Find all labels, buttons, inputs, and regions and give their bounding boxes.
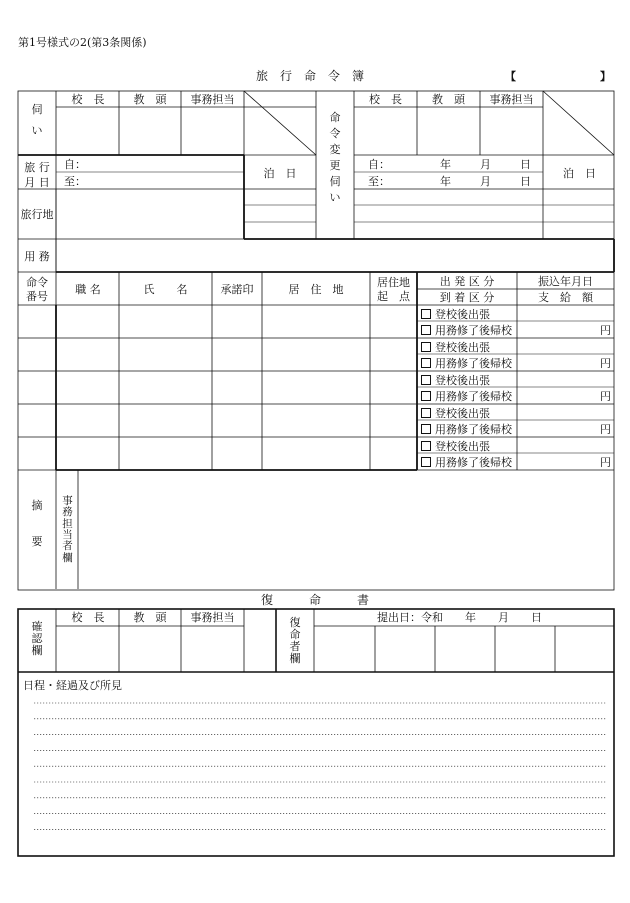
col-residence: 居 住 地 xyxy=(288,283,344,296)
nights-label: 泊 日 xyxy=(263,167,297,180)
checkbox-depart[interactable] xyxy=(421,375,431,385)
submission-date: 提出日：令和 年 月 日 xyxy=(377,611,542,624)
report-title: 復 命 書 xyxy=(260,593,369,607)
checkbox-depart[interactable] xyxy=(421,342,431,352)
checkbox-return[interactable] xyxy=(421,325,431,335)
change-request-label: 命 令 変 更 伺 い xyxy=(329,111,341,204)
checkbox-return[interactable] xyxy=(421,457,431,467)
change-to-year: 年 xyxy=(440,175,451,188)
grid-line xyxy=(543,91,614,155)
form-number: 第1号様式の2(第3条関係) xyxy=(18,36,147,49)
ukagai-label: 伺 い xyxy=(31,103,43,137)
change-role-vice-principal: 教 頭 xyxy=(432,93,465,106)
option-return[interactable] xyxy=(421,457,512,468)
option-return[interactable] xyxy=(421,391,512,402)
checkbox-return[interactable] xyxy=(421,391,431,401)
option-return-label: 用務修了後帰校 xyxy=(435,324,512,337)
change-role-principal: 校 長 xyxy=(369,93,402,106)
remarks-label: 日程・経過及び所見 xyxy=(23,679,122,692)
yen-unit: 円 xyxy=(600,357,611,370)
checkbox-return[interactable] xyxy=(421,358,431,368)
yen-unit: 円 xyxy=(600,456,611,469)
report-role-vice-principal: 教 頭 xyxy=(133,611,167,624)
col-consent: 承諾印 xyxy=(220,283,254,296)
checkbox-depart[interactable] xyxy=(421,441,431,451)
checkbox-depart[interactable] xyxy=(421,309,431,319)
col-order-number: 命令 番号 xyxy=(26,276,48,303)
staff-column-label: 事 務 担 当 者 欄 xyxy=(62,495,73,564)
option-depart-label: 登校後出張 xyxy=(435,407,490,420)
option-depart-label: 登校後出張 xyxy=(435,440,490,453)
change-from: 自： xyxy=(368,158,390,171)
role-vice-principal: 教 頭 xyxy=(133,93,167,106)
travel-date-label: 旅 行 月 日 xyxy=(24,161,50,190)
option-depart-label: 登校後出張 xyxy=(435,374,490,387)
document-title: 旅 行 命 令 簿 xyxy=(255,69,364,83)
change-from-day: 日 xyxy=(520,158,531,171)
col-transfer-date: 振込年月日 xyxy=(538,275,593,288)
option-return-label: 用務修了後帰校 xyxy=(435,423,512,436)
change-nights-label: 泊 日 xyxy=(563,167,596,180)
report-role-clerk: 事務担当 xyxy=(190,611,235,624)
option-depart[interactable] xyxy=(421,309,490,320)
col-name: 氏 名 xyxy=(143,283,188,296)
yen-unit: 円 xyxy=(600,390,611,403)
report-role-principal: 校 長 xyxy=(71,611,105,624)
change-to-month: 月 xyxy=(480,175,491,188)
yen-unit: 円 xyxy=(600,423,611,436)
option-depart[interactable] xyxy=(421,408,490,419)
change-to: 至： xyxy=(368,175,390,188)
bracket-right: 】 xyxy=(600,70,611,83)
change-to-day: 日 xyxy=(520,175,531,188)
option-depart[interactable] xyxy=(421,375,490,386)
change-from-year: 年 xyxy=(440,158,451,171)
grid-box xyxy=(18,609,614,856)
option-return-label: 用務修了後帰校 xyxy=(435,456,512,469)
option-depart-label: 登校後出張 xyxy=(435,341,490,354)
bracket-left: 【 xyxy=(505,70,516,83)
checkbox-depart[interactable] xyxy=(421,408,431,418)
travel-to: 至： xyxy=(64,175,86,188)
notes-label: 摘 要 xyxy=(31,499,43,549)
travel-from: 自： xyxy=(64,158,86,171)
destination-label: 旅行地 xyxy=(20,208,54,221)
role-principal: 校 長 xyxy=(71,93,105,106)
col-amount: 支 給 額 xyxy=(538,291,593,304)
col-position: 職 名 xyxy=(75,283,101,296)
option-return[interactable] xyxy=(421,358,512,369)
confirm-label: 確 認 欄 xyxy=(31,620,43,658)
option-return-label: 用務修了後帰校 xyxy=(435,357,512,370)
change-from-month: 月 xyxy=(480,158,491,171)
grid-line xyxy=(244,91,316,155)
option-return[interactable] xyxy=(421,325,512,336)
yen-unit: 円 xyxy=(600,324,611,337)
role-clerk: 事務担当 xyxy=(190,93,235,106)
purpose-label: 用 務 xyxy=(24,250,50,263)
option-depart[interactable] xyxy=(421,342,490,353)
col-arrival: 到 着 区 分 xyxy=(439,291,495,304)
reporter-label: 復 命 者 欄 xyxy=(289,616,301,665)
option-return[interactable] xyxy=(421,424,512,435)
checkbox-return[interactable] xyxy=(421,424,431,434)
col-origin: 居住地 起 点 xyxy=(377,276,410,303)
option-return-label: 用務修了後帰校 xyxy=(435,390,512,403)
change-role-clerk: 事務担当 xyxy=(489,93,534,106)
option-depart[interactable] xyxy=(421,441,490,452)
col-departure: 出 発 区 分 xyxy=(439,275,495,288)
option-depart-label: 登校後出張 xyxy=(435,308,490,321)
